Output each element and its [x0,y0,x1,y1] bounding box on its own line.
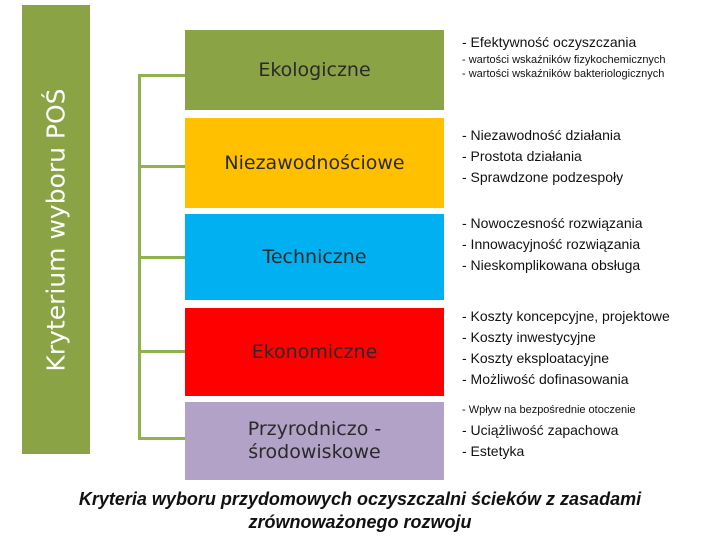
category-label-niezawodnosciowe: Niezawodnościowe [224,151,405,174]
criteria-techniczne [462,213,643,276]
criteria-ekologiczne-item: - wartości wskaźników bakteriologicznych [462,68,665,81]
criteria-ekologiczne-item: - Efektywność oczyszczania [462,34,637,50]
criteria-ekonomiczne-item: - Możliwość dofinasowania [462,371,629,387]
diagram-caption [0,488,720,533]
category-label-przyrodniczo-line1: Przyrodniczo - [247,418,382,441]
category-box-ekologiczne [185,30,444,110]
caption-line-2: zrównoważonego rozwoju [248,511,472,532]
criteria-techniczne-item: - Nowoczesność rozwiązania [462,215,643,231]
category-label-techniczne: Techniczne [262,245,367,268]
criteria-przyrodniczo-item: - Uciążliwość zapachowa [462,421,619,438]
criteria-niezawodnosciowe-item: - Prostota działania [462,148,582,164]
category-box-ekonomiczne [185,308,444,396]
criteria-przyrodniczo-item: - Wpływ na bezpośrednie otoczenie [462,404,636,416]
category-box-przyrodniczo [185,402,444,480]
category-box-techniczne [185,214,444,300]
connector-branch-niezawodnosciowe [138,165,185,168]
criteria-niezawodnosciowe-item: - Niezawodność działania [462,127,621,143]
criteria-niezawodnosciowe [462,125,623,188]
criteria-przyrodniczo-item: - Estetyka [462,442,525,459]
category-box-niezawodnosciowe [185,118,444,208]
connector-branch-techniczne [138,256,185,259]
caption-line-1: Kryteria wyboru przydomowych oczyszczalni ścieków z zasadami [78,489,642,509]
criteria-ekonomiczne-item: - Koszty koncepcyjne, projektowe [462,308,670,324]
criteria-przyrodniczo [462,402,636,462]
category-label-ekologiczne: Ekologiczne [258,58,371,81]
criteria-ekonomiczne-item: - Koszty inwestycyjne [462,329,596,345]
criteria-ekologiczne-item: - wartości wskaźników fizykochemicznych [462,54,666,66]
criteria-ekologiczne [462,32,666,82]
side-title: Kryterium wyboru POŚ [41,88,71,372]
criteria-techniczne-item: - Nieskomplikowana obsługa [462,257,641,273]
criteria-niezawodnosciowe-item: - Sprawdzone podzespoły [462,169,624,185]
connector-branch-ekonomiczne [138,350,185,353]
category-label-ekonomiczne: Ekonomiczne [251,340,378,363]
category-label-przyrodniczo-line2: środowiskowe [248,441,381,463]
criteria-ekonomiczne [462,306,670,390]
criteria-techniczne-item: - Innowacyjność rozwiązania [462,236,641,252]
connector-branch-przyrodniczo [138,437,185,440]
connector-branch-ekologiczne [138,74,185,77]
criteria-ekonomiczne-item: - Koszty eksploatacyjne [462,350,610,366]
